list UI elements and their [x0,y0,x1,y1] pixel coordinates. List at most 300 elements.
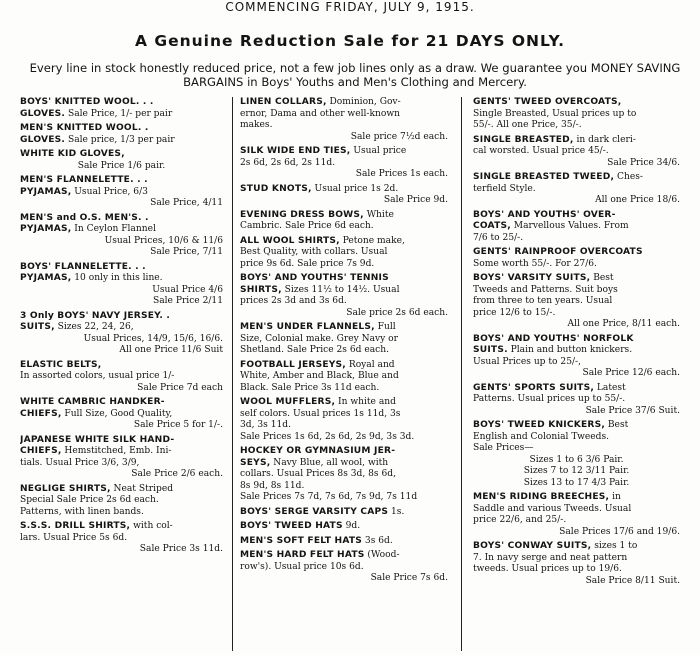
listing-line [20,175,223,187]
item-heading: BOYS' AND YOUTHS' TENNIS [240,273,389,283]
item-text: Tweeds and Patterns. Suit boys [473,284,618,295]
item-text: 7. In navy serge and neat pattern [473,552,628,563]
listing-line [473,432,680,444]
item-heading: BOYS' AND YOUTHS' NORFOLK [473,333,634,344]
item-text: Sale price, 1/3 per pair [65,134,175,145]
listing-line [20,409,223,421]
listing-line [473,504,680,516]
price-column-2 [240,97,448,655]
listing-item [20,97,223,120]
listing-line [240,469,448,481]
item-text: 2s 6d, 2s 6d, 2s 11d. [240,157,336,168]
listing-item [20,262,223,308]
listing-item [20,521,223,556]
listing-line [20,296,223,308]
item-text: Sale Price, 7/11 [150,247,223,257]
item-heading: BOYS' SERGE VARSITY CAPS [240,506,389,517]
item-text: Dominion, Gov- [326,97,401,107]
item-text: Sizes 7 to 12 3/11 Pair. [523,466,630,476]
listing-line [20,507,223,519]
item-heading: STUD KNOTS, [240,183,312,194]
item-text: English and Colonial Tweeds. [473,431,610,442]
listing-line [240,308,448,320]
listing-line [20,446,223,458]
listing-line [473,135,680,147]
item-heading: MEN'S RIDING BREECHES, [473,492,610,502]
item-text: Royal and [345,359,395,370]
item-heading: MEN'S KNITTED WOOL. . [20,123,149,133]
listing-item [20,149,223,172]
item-text: (Wood- [364,550,400,560]
listing-line [20,435,223,447]
item-heading: GENTS' SPORTS SUITS, [473,382,594,393]
listing-line [20,247,223,259]
listing-item [240,397,448,443]
price-column-1 [20,97,223,655]
listing-line [473,221,680,233]
listing-line [240,507,448,519]
item-text: In white and [335,397,396,407]
listing-line [20,198,223,210]
item-heading: CHIEFS, [20,446,62,456]
listing-item [20,397,223,432]
listing-item [240,273,448,319]
item-text: Plain and button knickers. [507,345,633,355]
listing-line [473,172,680,184]
listing-item [20,435,223,481]
listing-item [240,446,448,504]
listing-line [240,285,448,297]
item-text: Usual Price 4/6 [152,284,223,295]
listing-item [20,311,223,357]
listing-line [240,481,448,493]
listing-line [240,458,448,470]
item-text: Sale Price 2/11 [153,296,223,306]
listing-line [20,123,223,135]
listing-line [473,334,680,346]
listing-line [473,576,680,588]
listing-line [240,158,448,170]
listing-line [20,495,223,507]
item-heading: MEN'S and O.S. MEN'S. . [20,212,149,223]
item-text: Sale Price, 1/- per pair [65,108,173,119]
listing-line [473,368,680,380]
item-heading: JAPANESE WHITE SILK HAND- [20,434,175,445]
listing-line [20,322,223,334]
item-text: price 22/6, and 25/-. [473,515,567,525]
item-text: Sale Price 34/6. [607,157,680,168]
item-heading: COATS, [473,221,511,231]
item-text: Petone make, [339,235,405,246]
listing-line [473,455,680,467]
listing-line [473,97,680,109]
item-text: Sale price 2s 6d each. [346,307,448,318]
item-text: 3s 6d. [362,535,393,546]
item-text: Sale Prices 1s 6d, 2s 6d, 2s 9d, 3s 3d. [240,431,415,442]
listing-line [20,149,223,161]
item-text: Sale Prices 7s 7d, 7s 6d, 7s 9d, 7s 11d [240,492,418,502]
item-heading: GLOVES. [20,108,66,119]
item-text: Sizes 13 to 17 4/3 Pair. [523,477,630,488]
listing-line [20,109,223,121]
listing-line [240,221,448,233]
listing-line [20,345,223,357]
listing-line [473,443,680,455]
item-heading: SINGLE BREASTED TWEED, [473,172,615,182]
item-text: terfield Style. [473,183,536,194]
listing-item [240,184,448,207]
item-text: Patterns. Usual prices up to 55/-. [473,394,626,404]
item-heading: SEYS, [240,457,271,468]
item-text: Cambric. Sale Price 6d each. [240,221,374,231]
item-text: tials. Usual Price 3/6, 3/9, [20,457,140,468]
item-heading: BOYS' TWEED HATS [240,521,343,531]
item-text: from three to ten years. Usual [473,296,613,306]
listing-item [473,210,680,245]
listing-item [240,507,448,519]
listing-line [240,536,448,548]
listing-item [240,146,448,181]
item-heading: LINEN COLLARS, [240,97,327,107]
price-list [0,97,700,655]
listing-line [473,406,680,418]
listing-line [473,478,680,490]
item-text: with col- [130,521,173,531]
listing-item [20,213,223,259]
item-text: Sizes 1 to 6 3/6 Pair. [529,454,624,465]
listing-line [20,311,223,323]
listing-line [473,247,680,259]
item-text: All one Price 11/6 Suit [119,345,223,355]
item-heading: SUITS. [473,345,508,355]
listing-line [20,161,223,173]
listing-line [240,236,448,248]
listing-line [20,135,223,147]
listing-item [240,521,448,533]
listing-line [473,184,680,196]
item-text: Usual price [350,146,407,156]
listing-line [240,132,448,144]
listing-line [473,515,680,527]
listing-item [20,360,223,395]
sale-date: COMMENCING FRIDAY, JULY 9, 1915. [225,0,475,14]
listing-item [240,360,448,395]
listing-item [473,383,680,418]
listing-line [473,259,680,271]
listing-line [240,345,448,357]
item-heading: EVENING DRESS BOWS, [240,209,364,220]
listing-line [240,420,448,432]
item-text: Patterns, with linen bands. [20,506,144,517]
item-heading: ALL WOOL SHIRTS, [240,235,340,246]
listing-line [20,533,223,545]
item-text: Sale Price 9d. [383,195,448,205]
item-text: Sale Prices 17/6 and 19/6. [559,526,680,537]
listing-line [240,97,448,109]
item-text: Sale Price 5 for 1/-. [133,420,223,430]
listing-line [240,146,448,158]
item-heading: MEN'S UNDER FLANNELS, [240,322,375,332]
item-text: Sale Price 7s 6d. [370,573,448,583]
item-text: cal worsted. Usual price 45/-. [473,146,609,156]
listing-line [240,492,448,504]
item-text: Hemstitched, Emb. Ini- [61,446,172,456]
listing-item [240,536,448,548]
item-text: in dark cleri- [573,134,636,145]
listing-line [473,466,680,478]
listing-line [240,409,448,421]
item-text: Best Quality, with collars. Usual [240,247,388,257]
listing-line [473,285,680,297]
listing-line [240,273,448,285]
item-text: Black. Sale Price 3s 11d each. [240,382,380,393]
listing-line [240,446,448,458]
listing-line [473,296,680,308]
listing-line [20,97,223,109]
listing-line [20,213,223,225]
item-text: Usual price 1s 2d. [311,183,399,194]
item-text: Special Sale Price 2s 6d each. [20,495,159,505]
item-text: Full Size, Good Quality, [61,408,173,419]
item-heading: SHIRTS, [240,284,282,295]
item-text: tweeds. Usual prices up to 19/6. [473,564,622,574]
listing-line [20,383,223,395]
listing-line [240,360,448,372]
item-text: makes. [240,120,273,130]
listing-line [240,120,448,132]
listing-item [473,420,680,489]
item-heading: BOYS' CONWAY SUITS, [473,541,592,551]
item-heading: BOYS' TWEED KNICKERS, [473,420,605,430]
item-heading: S.S.S. DRILL SHIRTS, [20,521,131,531]
listing-line [240,432,448,444]
listing-line [20,334,223,346]
item-text: Some worth 55/-. For 27/6. [473,258,597,269]
item-heading: MEN'S FLANNELETTE. . . [20,175,148,185]
item-text: 10 only in this line. [71,273,163,283]
listing-line [473,394,680,406]
listing-line [20,397,223,409]
listing-line [240,296,448,308]
item-text: Sale Price 2/6 each. [131,469,223,479]
item-text: lars. Usual Price 5s 6d. [20,532,128,543]
listing-line [240,195,448,207]
item-heading: BOYS' KNITTED WOOL. . . [20,97,154,107]
item-text: Navy Blue, all wool, with [270,457,389,468]
item-text: prices 2s 3d and 3s 6d. [240,296,347,306]
item-heading: BOYS' FLANNELETTE. . . [20,261,146,272]
item-text: sizes 1 to [591,541,638,551]
listing-line [473,541,680,553]
item-text: In assorted colors, usual price 1/- [20,371,175,381]
item-text: Usual Prices, 14/9, 15/6, 16/6. [83,333,223,344]
item-heading: MEN'S SOFT FELT HATS [240,535,363,546]
listing-item [473,135,680,170]
item-heading: GENTS' TWEED OVERCOATS, [473,97,622,107]
listing-item [473,541,680,587]
listing-line [20,187,223,199]
listing-line [20,544,223,556]
listing-line [473,233,680,245]
item-text: 7/6 to 25/-. [473,232,524,243]
listing-item [20,175,223,210]
listing-line [240,247,448,259]
item-text: Usual Price, 6/3 [71,186,148,197]
listing-item [240,210,448,233]
item-heading: BOYS' AND YOUTHS' OVER- [473,209,616,220]
listing-item [240,322,448,357]
item-text: Sizes 22, 24, 26, [54,322,134,332]
item-text: Best [604,420,629,430]
listing-item [473,334,680,380]
listing-line [473,120,680,132]
listing-line [240,169,448,181]
listing-line [20,224,223,236]
item-text: Single Breasted, Usual prices up to [473,108,637,119]
item-text: self colors. Usual prices 1s 11d, 3s [240,408,401,419]
item-text: Sale Price 8/11 Suit. [585,575,680,586]
listing-line [473,158,680,170]
listing-line [20,285,223,297]
listing-line [473,345,680,357]
item-text: ernor, Dama and other well-known [240,108,400,119]
listing-line [473,109,680,121]
listing-line [20,371,223,383]
price-column-3 [473,97,680,655]
listing-line [473,146,680,158]
listing-line [240,322,448,334]
listing-item [20,484,223,519]
item-text: Ches- [614,172,643,182]
item-text: All one Price 18/6. [595,195,680,205]
listing-line [20,262,223,274]
item-text: Marvellous Values. From [510,221,629,231]
listing-line [473,564,680,576]
listing-line [240,562,448,574]
listing-line [240,383,448,395]
item-heading: GLOVES. [20,134,66,145]
item-text: Sale Prices— [473,443,534,453]
listing-item [473,97,680,132]
item-text: Sale Price 37/6 Suit. [585,405,680,416]
listing-line [240,371,448,383]
item-text: Sale Price 7d each [137,382,223,393]
listing-item [473,247,680,270]
item-heading: WHITE KID GLOVES, [20,149,125,159]
item-text: Latest [593,382,626,393]
item-text: 1s. [388,506,405,517]
listing-line [473,553,680,565]
listing-item [473,273,680,331]
item-heading: PYJAMAS, [20,273,72,283]
listing-line [240,109,448,121]
item-text: 55/-. All one Price, 35/-. [473,120,582,130]
sale-intro: Every line in stock honestly reduced price, not a few job lines only as a draw. We guarantee you MONEY SAVING BARGAINS in Boys' Youths and Men's Clothing and Mercery. [29,61,681,89]
listing-item [240,236,448,271]
listing-line [20,360,223,372]
item-heading: FOOTBALL JERSEYS, [240,359,346,370]
item-text: Shetland. Sale Price 2s 6d each. [240,345,389,355]
item-heading: PYJAMAS, [20,186,72,197]
item-text: All one Price, 8/11 each. [567,319,680,329]
item-heading: CHIEFS, [20,408,62,419]
item-text: Best [590,273,614,283]
item-text: Sale Prices 1s each. [355,169,448,179]
listing-line [473,319,680,331]
listing-item [20,123,223,146]
item-text: Size, Colonial make. Grey Navy or [240,333,398,344]
item-text: Usual Prices, 10/6 & 11/6 [104,235,223,246]
listing-line [240,573,448,585]
item-text: Neat Striped [110,483,174,494]
listing-item [473,172,680,207]
item-heading: MEN'S HARD FELT HATS [240,550,365,560]
listing-item [473,492,680,538]
item-heading: BOYS' VARSITY SUITS, [473,273,591,283]
item-text: White, Amber and Black, Blue and [240,371,399,381]
item-text: 3d, 3s 11d. [240,420,292,430]
item-heading: NEGLIGE SHIRTS, [20,483,111,494]
item-heading: WHITE CAMBRIC HANDKER- [20,397,165,407]
item-text: Sale Price, 4/11 [150,198,223,208]
listing-line [473,527,680,539]
item-text: Sale Price 12/6 each. [582,368,680,378]
item-text: Sale Price 3s 11d. [139,544,223,554]
listing-item [240,97,448,143]
listing-line [240,334,448,346]
listing-line [473,357,680,369]
listing-line [473,420,680,432]
advertisement-header [0,1,700,89]
item-text: Sale price 7½d each. [350,131,448,142]
item-heading: SUITS, [20,322,55,332]
item-heading: PYJAMAS, [20,224,72,234]
listing-line [20,484,223,496]
listing-line [473,273,680,285]
item-text: White [363,209,394,220]
listing-line [473,383,680,395]
listing-line [20,236,223,248]
item-heading: 3 Only BOYS' NAVY JERSEY. . [20,310,171,321]
listing-line [20,469,223,481]
listing-line [240,259,448,271]
listing-line [240,550,448,562]
item-text: price 9s 6d. Sale price 7s 9d. [240,258,375,269]
item-text: 9d. [342,521,361,531]
item-text: price 12/6 to 15/-. [473,307,556,318]
item-heading: GENTS' RAINPROOF OVERCOATS [473,247,643,257]
item-heading: WOOL MUFFLERS, [240,397,336,407]
item-text: 8s 9d, 8s 11d. [240,480,305,491]
item-text: row's). Usual price 10s 6d. [240,561,364,572]
item-heading: ELASTIC BELTS, [20,359,102,370]
listing-line [473,308,680,320]
item-text: Saddle and various Tweeds. Usual [473,503,632,514]
listing-line [473,195,680,207]
item-heading: SINGLE BREASTED, [473,134,574,145]
sale-headline: A Genuine Reduction Sale for 21 DAYS ONLY. [134,32,566,50]
item-text: Usual Prices up to 25/-, [473,356,582,367]
listing-line [240,521,448,533]
listing-line [20,458,223,470]
listing-line [20,420,223,432]
listing-line [240,210,448,222]
item-text: Sizes 11½ to 14½. Usual [281,284,400,295]
item-text: In Ceylon Flannel [71,224,156,234]
listing-line [20,521,223,533]
listing-line [240,397,448,409]
listing-line [473,210,680,222]
